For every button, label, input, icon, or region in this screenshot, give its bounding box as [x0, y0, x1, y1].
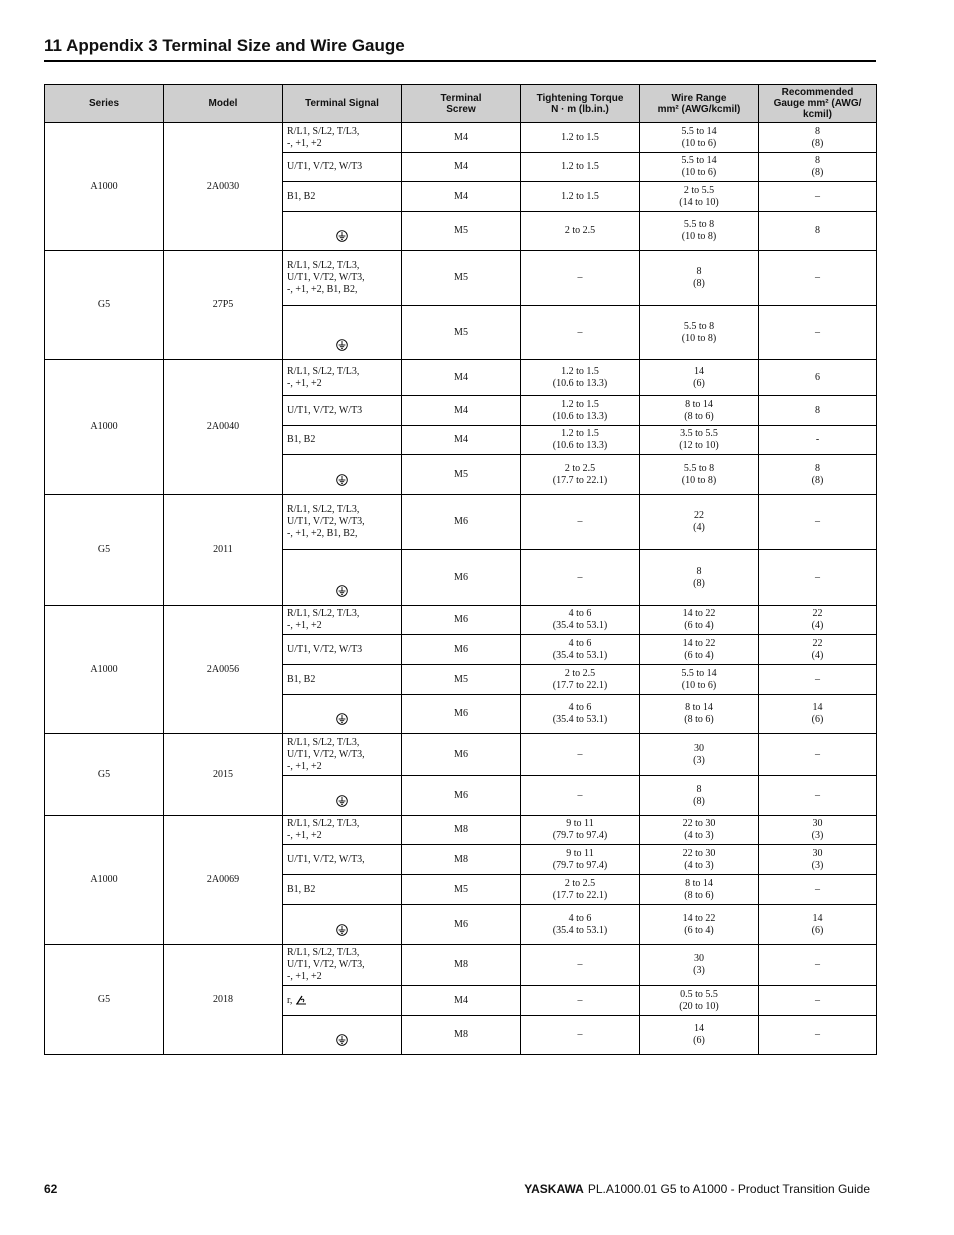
series-cell: A1000 [45, 360, 164, 495]
model-cell: 2A0056 [164, 606, 283, 734]
tightening-torque-cell: – [521, 1016, 640, 1055]
terminal-screw-cell: M6 [402, 776, 521, 816]
series-cell: G5 [45, 734, 164, 816]
terminal-screw-cell: M8 [402, 845, 521, 875]
recommended-gauge-cell: – [759, 734, 877, 776]
header-terminal-signal: Terminal Signal [283, 85, 402, 123]
terminal-screw-cell: M4 [402, 396, 521, 426]
table-row [45, 495, 877, 550]
terminal-screw-cell: M6 [402, 905, 521, 945]
tightening-torque-cell: – [521, 550, 640, 606]
tightening-torque-cell: 2 to 2.5 (17.7 to 22.1) [521, 665, 640, 695]
table-row [45, 816, 877, 845]
header-wire-range: Wire Range mm² (AWG/kcmil) [640, 85, 759, 123]
recommended-gauge-cell: – [759, 945, 877, 986]
wire-range-cell: 8 (8) [640, 776, 759, 816]
tightening-torque-cell: 1.2 to 1.5 [521, 153, 640, 182]
wire-range-cell: 5.5 to 14 (10 to 6) [640, 153, 759, 182]
model-cell: 2011 [164, 495, 283, 606]
recommended-gauge-cell: 22 (4) [759, 635, 877, 665]
model-cell: 2A0040 [164, 360, 283, 495]
wire-range-cell: 0.5 to 5.5 (20 to 10) [640, 986, 759, 1016]
ground-terminal-cell [283, 776, 402, 816]
ground-terminal-cell [283, 695, 402, 734]
header-tightening-torque: Tightening Torque N · m (lb.in.) [521, 85, 640, 123]
wire-range-cell: 22 to 30 (4 to 3) [640, 845, 759, 875]
recommended-gauge-cell: – [759, 306, 877, 360]
ground-icon [336, 589, 348, 600]
tightening-torque-cell: – [521, 945, 640, 986]
recommended-gauge-cell: – [759, 665, 877, 695]
table-header-row [45, 85, 877, 123]
terminal-screw-cell: M5 [402, 212, 521, 251]
wire-range-cell: 3.5 to 5.5 (12 to 10) [640, 426, 759, 455]
recommended-gauge-cell: 30 (3) [759, 845, 877, 875]
wire-range-cell: 5.5 to 8 (10 to 8) [640, 306, 759, 360]
terminal-signal-cell: R/L1, S/L2, T/L3, U/T1, V/T2, W/T3, -, +1, +2 [283, 945, 402, 986]
terminal-signal-cell: R/L1, S/L2, T/L3, -, +1, +2 [283, 606, 402, 635]
wire-range-cell: 30 (3) [640, 945, 759, 986]
terminal-signal-cell: R/L1, S/L2, T/L3, U/T1, V/T2, W/T3, -, +1, +2, B1, B2, [283, 495, 402, 550]
terminal-signal-cell: R/L1, S/L2, T/L3, U/T1, V/T2, W/T3, -, +1, +2, B1, B2, [283, 251, 402, 306]
terminal-screw-cell: M6 [402, 695, 521, 734]
recommended-gauge-cell: 6 [759, 360, 877, 396]
recommended-gauge-cell: – [759, 776, 877, 816]
ground-terminal-cell [283, 212, 402, 251]
title-rule [44, 60, 876, 62]
ground-terminal-cell [283, 455, 402, 495]
wire-range-cell: 5.5 to 8 (10 to 8) [640, 212, 759, 251]
terminal-signal-cell: R/L1, S/L2, T/L3, U/T1, V/T2, W/T3, -, +1, +2 [283, 734, 402, 776]
recommended-gauge-cell: – [759, 251, 877, 306]
series-cell: A1000 [45, 606, 164, 734]
recommended-gauge-cell: 14 (6) [759, 905, 877, 945]
terminal-screw-cell: M8 [402, 816, 521, 845]
table-row [45, 123, 877, 153]
tightening-torque-cell: 1.2 to 1.5 [521, 123, 640, 153]
wire-range-cell: 8 to 14 (8 to 6) [640, 396, 759, 426]
terminal-signal-cell: U/T1, V/T2, W/T3, [283, 845, 402, 875]
terminal-screw-cell: M4 [402, 123, 521, 153]
ground-terminal-cell [283, 905, 402, 945]
header-recommended-gauge: Recommended Gauge mm² (AWG/ kcmil) [759, 85, 877, 123]
tightening-torque-cell: – [521, 986, 640, 1016]
recommended-gauge-cell: 14 (6) [759, 695, 877, 734]
ground-icon [336, 1038, 348, 1049]
recommended-gauge-cell: 8 [759, 396, 877, 426]
terminal-signal-cell: B1, B2 [283, 182, 402, 212]
wire-range-cell: 8 (8) [640, 550, 759, 606]
footer-text: PL.A1000.01 G5 to A1000 - Product Transition Guide [587, 1182, 870, 1196]
terminal-screw-cell: M8 [402, 1016, 521, 1055]
wire-range-cell: 5.5 to 8 (10 to 8) [640, 455, 759, 495]
terminal-signal-cell: r, [283, 986, 402, 1016]
terminal-signal-cell: U/T1, V/T2, W/T3 [283, 153, 402, 182]
terminal-screw-cell: M6 [402, 606, 521, 635]
table-row [45, 360, 877, 396]
terminal-screw-cell: M4 [402, 182, 521, 212]
table-row [45, 251, 877, 306]
tightening-torque-cell: 2 to 2.5 [521, 212, 640, 251]
recommended-gauge-cell: – [759, 1016, 877, 1055]
terminal-signal-cell: R/L1, S/L2, T/L3, -, +1, +2 [283, 360, 402, 396]
tightening-torque-cell: 9 to 11 (79.7 to 97.4) [521, 845, 640, 875]
ground-terminal-cell [283, 550, 402, 606]
terminal-screw-cell: M5 [402, 665, 521, 695]
tightening-torque-cell: 4 to 6 (35.4 to 53.1) [521, 635, 640, 665]
tightening-torque-cell: 2 to 2.5 (17.7 to 22.1) [521, 455, 640, 495]
ground-icon [336, 234, 348, 245]
terminal-size-table [44, 84, 877, 1055]
terminal-screw-cell: M4 [402, 360, 521, 396]
table-row [45, 945, 877, 986]
tightening-torque-cell: 1.2 to 1.5 (10.6 to 13.3) [521, 360, 640, 396]
wire-range-cell: 8 (8) [640, 251, 759, 306]
wire-range-cell: 2 to 5.5 (14 to 10) [640, 182, 759, 212]
wire-range-cell: 14 to 22 (6 to 4) [640, 606, 759, 635]
terminal-screw-cell: M5 [402, 251, 521, 306]
header-series: Series [45, 85, 164, 123]
header-model: Model [164, 85, 283, 123]
recommended-gauge-cell: 8 (8) [759, 153, 877, 182]
ground-icon [336, 478, 348, 489]
wire-range-cell: 5.5 to 14 (10 to 6) [640, 123, 759, 153]
recommended-gauge-cell: 8 (8) [759, 123, 877, 153]
terminal-screw-cell: M6 [402, 635, 521, 665]
recommended-gauge-cell: – [759, 550, 877, 606]
terminal-signal-cell: U/T1, V/T2, W/T3 [283, 635, 402, 665]
terminal-signal-cell: B1, B2 [283, 665, 402, 695]
tightening-torque-cell: 1.2 to 1.5 (10.6 to 13.3) [521, 396, 640, 426]
tightening-torque-cell: 2 to 2.5 (17.7 to 22.1) [521, 875, 640, 905]
ground-icon [336, 717, 348, 728]
terminal-signal-cell: R/L1, S/L2, T/L3, -, +1, +2 [283, 123, 402, 153]
recommended-gauge-cell: – [759, 986, 877, 1016]
control-terminal-glyph-icon [295, 995, 307, 1006]
tightening-torque-cell: – [521, 734, 640, 776]
page-title: 11 Appendix 3 Terminal Size and Wire Gauge [44, 36, 405, 55]
terminal-screw-cell: M8 [402, 945, 521, 986]
recommended-gauge-cell: – [759, 875, 877, 905]
wire-range-cell: 22 (4) [640, 495, 759, 550]
ground-terminal-cell [283, 1016, 402, 1055]
wire-range-cell: 30 (3) [640, 734, 759, 776]
terminal-screw-cell: M6 [402, 495, 521, 550]
tightening-torque-cell: 4 to 6 (35.4 to 53.1) [521, 695, 640, 734]
terminal-signal-cell: U/T1, V/T2, W/T3 [283, 396, 402, 426]
table-row [45, 606, 877, 635]
terminal-screw-cell: M6 [402, 550, 521, 606]
tightening-torque-cell: 4 to 6 (35.4 to 53.1) [521, 606, 640, 635]
series-cell: G5 [45, 251, 164, 360]
wire-range-cell: 14 to 22 (6 to 4) [640, 635, 759, 665]
terminal-signal-cell: R/L1, S/L2, T/L3, -, +1, +2 [283, 816, 402, 845]
tightening-torque-cell: – [521, 306, 640, 360]
header-terminal-screw: Terminal Screw [402, 85, 521, 123]
series-cell: G5 [45, 945, 164, 1055]
wire-range-cell: 8 to 14 (8 to 6) [640, 695, 759, 734]
wire-range-cell: 14 to 22 (6 to 4) [640, 905, 759, 945]
ground-icon [336, 343, 348, 354]
wire-range-cell: 14 (6) [640, 360, 759, 396]
model-cell: 27P5 [164, 251, 283, 360]
recommended-gauge-cell: 30 (3) [759, 816, 877, 845]
table-row [45, 734, 877, 776]
wire-range-cell: 8 to 14 (8 to 6) [640, 875, 759, 905]
tightening-torque-cell: – [521, 495, 640, 550]
wire-range-cell: 14 (6) [640, 1016, 759, 1055]
model-cell: 2A0069 [164, 816, 283, 945]
model-cell: 2A0030 [164, 123, 283, 251]
terminal-screw-cell: M6 [402, 734, 521, 776]
footer-brand: YASKAWA [524, 1182, 584, 1196]
tightening-torque-cell: 1.2 to 1.5 [521, 182, 640, 212]
recommended-gauge-cell: 8 [759, 212, 877, 251]
recommended-gauge-cell: – [759, 495, 877, 550]
terminal-screw-cell: M5 [402, 306, 521, 360]
recommended-gauge-cell: – [759, 182, 877, 212]
terminal-screw-cell: M5 [402, 455, 521, 495]
tightening-torque-cell: 9 to 11 (79.7 to 97.4) [521, 816, 640, 845]
page-number: 62 [44, 1182, 58, 1196]
tightening-torque-cell: – [521, 776, 640, 816]
recommended-gauge-cell: 22 (4) [759, 606, 877, 635]
ground-terminal-cell [283, 306, 402, 360]
recommended-gauge-cell: - [759, 426, 877, 455]
terminal-screw-cell: M4 [402, 986, 521, 1016]
tightening-torque-cell: – [521, 251, 640, 306]
tightening-torque-cell: 4 to 6 (35.4 to 53.1) [521, 905, 640, 945]
terminal-signal-cell: B1, B2 [283, 426, 402, 455]
series-cell: A1000 [45, 123, 164, 251]
tightening-torque-cell: 1.2 to 1.5 (10.6 to 13.3) [521, 426, 640, 455]
ground-icon [336, 928, 348, 939]
recommended-gauge-cell: 8 (8) [759, 455, 877, 495]
terminal-signal-cell: B1, B2 [283, 875, 402, 905]
terminal-screw-cell: M4 [402, 153, 521, 182]
terminal-screw-cell: M4 [402, 426, 521, 455]
footer-guide-title [524, 1182, 870, 1196]
table-body [45, 123, 877, 1055]
model-cell: 2018 [164, 945, 283, 1055]
ground-icon [336, 799, 348, 810]
series-cell: G5 [45, 495, 164, 606]
terminal-screw-cell: M5 [402, 875, 521, 905]
wire-range-cell: 5.5 to 14 (10 to 6) [640, 665, 759, 695]
series-cell: A1000 [45, 816, 164, 945]
wire-range-cell: 22 to 30 (4 to 3) [640, 816, 759, 845]
model-cell: 2015 [164, 734, 283, 816]
